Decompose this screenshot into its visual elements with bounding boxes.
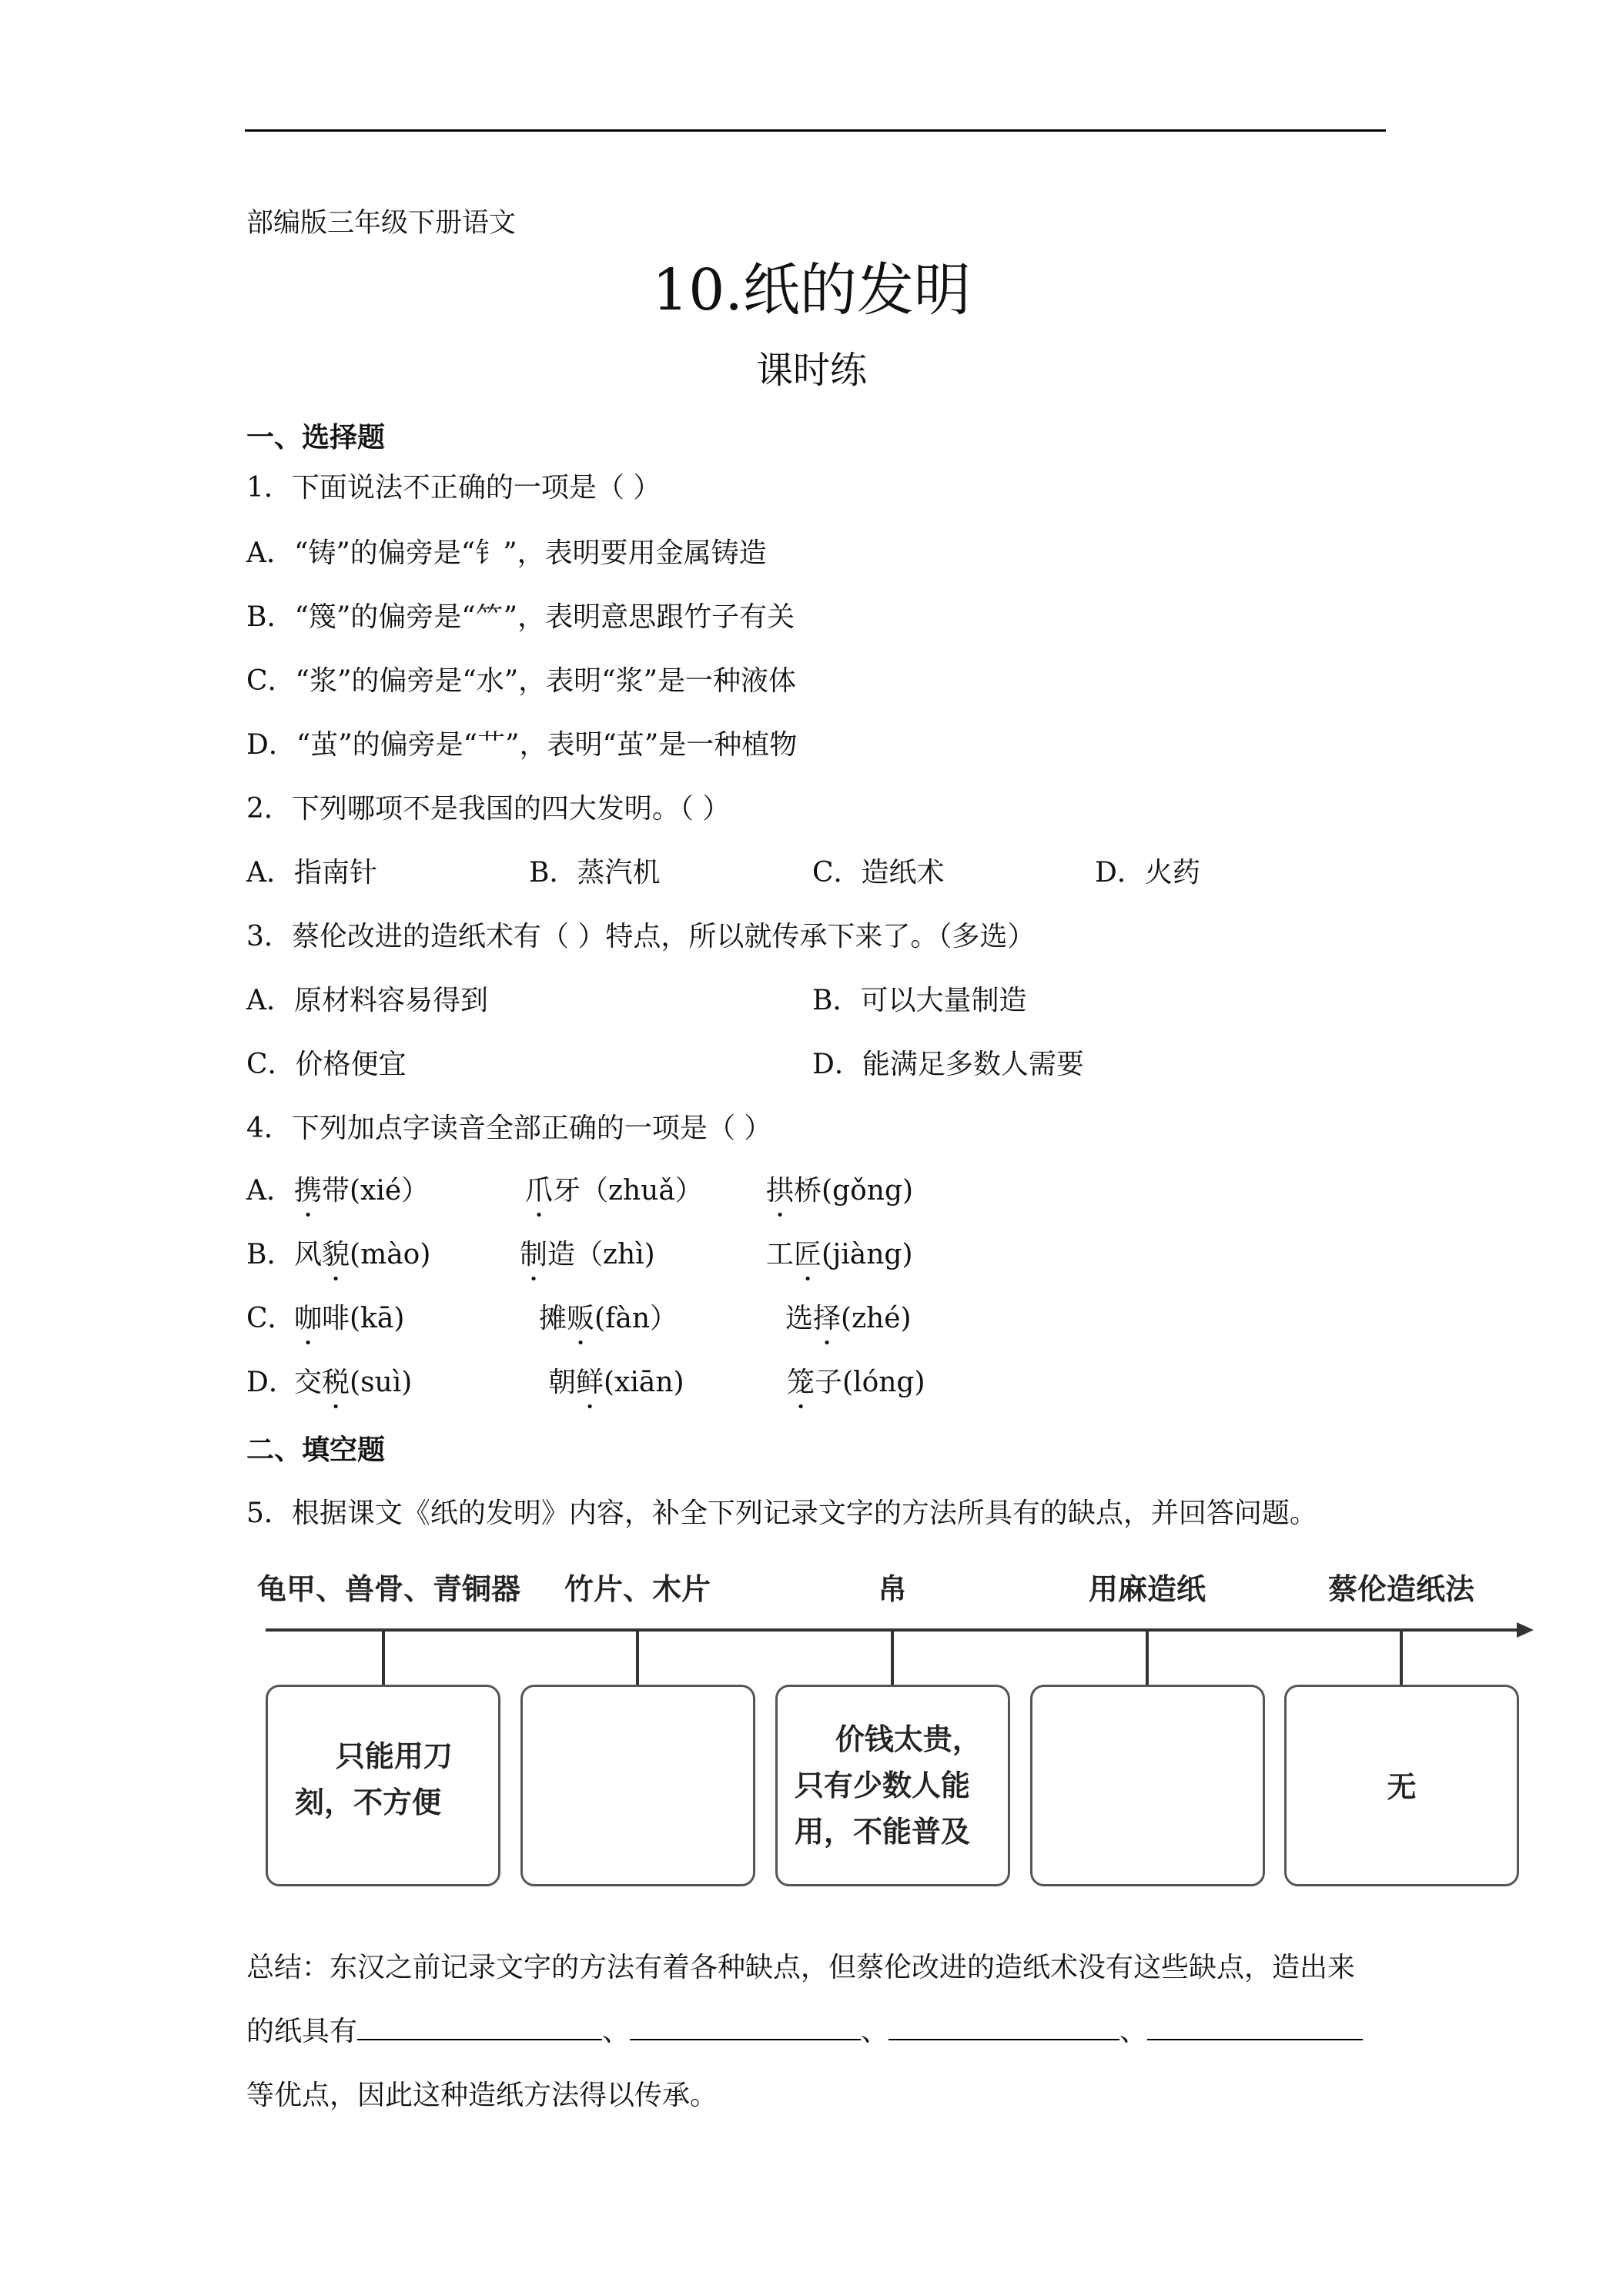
timeline-diagram [254,1551,1548,1913]
page-subtitle: 课时练 [755,349,867,392]
q4-row-c-item-2: 摊贩(fàn） [539,1303,678,1334]
q3-option-c: C．价格便宜 [246,1049,407,1080]
timeline-box-3-line-2: 只有少数人能 [795,1769,971,1802]
q5-summary-line-1: 总结：东汉之前记录文字的方法有着各种缺点，但蔡伦改进的造纸术没有这些缺点，造出来 [246,1952,1356,1983]
q4-row-a-label: A． [246,1175,294,1207]
timeline-arrowhead [1517,1622,1534,1638]
q5-summary-line-2: 的纸具有 、 、 、 [246,2010,1363,2049]
q4-stem: 4．下列加点字读音全部正确的一项是（ ） [246,1113,772,1144]
q3-option-a: A．原材料容易得到 [246,985,488,1016]
q4-row-b-item-2: 制造（zhì) [520,1239,655,1270]
q2-option-a: A．指南针 [246,857,377,889]
q4-row-b-label: B． [246,1239,295,1270]
timeline-label-2: 竹片、木片 [564,1572,711,1606]
section-heading-choice: 一、选择题 [246,422,386,454]
summary-blank-1[interactable] [357,2011,602,2040]
q4-row-b-item-3: 工匠(jiàng) [766,1239,913,1270]
timeline-label-3: 帛 [877,1572,908,1606]
timeline-box-3 [775,1685,1010,1886]
q1-option-a: A．“铸”的偏旁是“钅”，表明要用金属铸造 [246,537,767,569]
timeline-box-3-line-3: 用，不能普及 [795,1815,971,1849]
summary-blank-2[interactable] [630,2011,861,2040]
q4-row-d-item-3: 笼子(lóng) [787,1367,925,1398]
q4-row-d-item-2: 朝鲜(xiān) [548,1367,684,1398]
q5-stem: 5．根据课文《纸的发明》内容，补全下列记录文字的方法所具有的缺点，并回答问题。 [246,1498,1317,1529]
q2-option-b: B．蒸汽机 [529,857,661,889]
timeline-box-5-line-1: 无 [1387,1770,1417,1804]
header-rule [245,129,1386,132]
timeline-box-2-answer[interactable] [520,1685,755,1886]
page-title: 10.纸的发明 [652,257,971,323]
section-heading-fill: 二、填空题 [246,1434,386,1466]
q4-row-d-label: D． [246,1367,296,1398]
timeline-box-5 [1284,1685,1519,1886]
timeline-box-3-line-1: 价钱太贵， [795,1722,982,1756]
q4-row-a-item-1: 携带(xié） [294,1175,430,1207]
q4-row-a-item-2: 爪牙（zhuǎ） [525,1175,703,1207]
q1-option-b: B．“篾”的偏旁是“⺮”，表明意思跟竹子有关 [246,601,795,633]
q5-summary-line-3: 等优点，因此这种造纸方法得以传承。 [246,2080,718,2111]
q3-option-d: D．能满足多数人需要 [812,1049,1084,1080]
q2-option-c: C．造纸术 [812,857,945,889]
q3-option-b: B．可以大量制造 [812,985,1027,1016]
summary-blank-3[interactable] [888,2011,1119,2040]
timeline-label-5: 蔡伦造纸法 [1327,1572,1475,1606]
q1-option-c: C．“浆”的偏旁是“水”，表明“浆”是一种液体 [246,665,796,697]
q1-stem: 1．下面说法不正确的一项是（ ） [246,472,661,504]
timeline-box-1-line-1: 只能用刀 [295,1739,453,1773]
summary-blank-4[interactable] [1147,2011,1363,2040]
timeline-box-1 [266,1685,500,1886]
q2-stem: 2．下列哪项不是我国的四大发明。（ ） [246,793,731,825]
timeline-box-1-line-2: 刻，不方便 [295,1786,442,1819]
q4-row-a-item-3: 拱桥(gǒng) [766,1175,914,1207]
q3-stem: 3．蔡伦改进的造纸术有（ ）特点，所以就传承下来了。（多选） [246,921,1036,952]
q4-row-b-item-1: 风貌(mào) [294,1239,431,1270]
timeline-label-1: 龟甲、兽骨、青铜器 [256,1572,521,1606]
q4-row-c-item-3: 选择(zhé) [785,1303,912,1334]
q2-option-d: D．火药 [1095,857,1200,889]
timeline-label-4: 用麻造纸 [1088,1572,1206,1606]
subject-label: 部编版三年级下册语文 [246,208,517,239]
q4-row-c-label: C． [246,1303,296,1334]
q4-row-c-item-1: 咖啡(kā) [294,1303,405,1334]
q4-row-d-item-1: 交税(suì) [294,1367,413,1398]
q1-option-d: D．“茧”的偏旁是“艹”，表明“茧”是一种植物 [246,729,798,761]
timeline-box-4-answer[interactable] [1030,1685,1265,1886]
